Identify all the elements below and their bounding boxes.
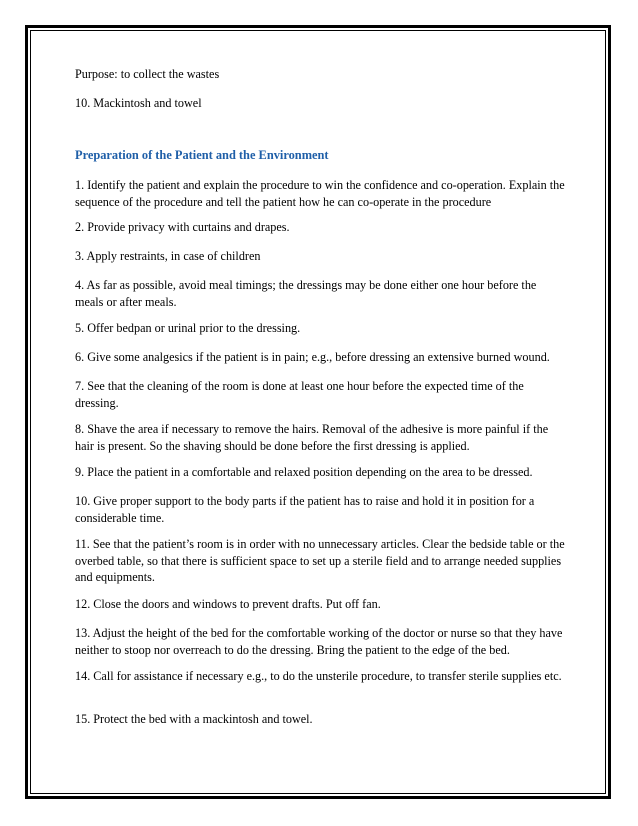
purpose-line: Purpose: to collect the wastes bbox=[75, 67, 220, 81]
section-heading: Preparation of the Patient and the Environment bbox=[75, 148, 329, 162]
step-1: 1. Identify the patient and explain the procedure to win the confidence and co-operation. Explain the sequence of the procedure and tell the patient how he can co-operate in the procedure bbox=[75, 178, 565, 209]
step-4: 4. As far as possible, avoid meal timings; the dressings may be done either one hour before the meals or after meals. bbox=[75, 278, 537, 309]
step-9: 9. Place the patient in a comfortable and relaxed position depending on the area to be dressed. bbox=[75, 465, 533, 479]
item-10-line: 10. Mackintosh and towel bbox=[75, 96, 202, 110]
step-7: 7. See that the cleaning of the room is done at least one hour before the expected time of the dressing. bbox=[75, 379, 524, 410]
step-15: 15. Protect the bed with a mackintosh and towel. bbox=[75, 712, 313, 726]
step-3: 3. Apply restraints, in case of children bbox=[75, 249, 261, 263]
step-12: 12. Close the doors and windows to prevent drafts. Put off fan. bbox=[75, 597, 381, 611]
step-10: 10. Give proper support to the body parts if the patient has to raise and hold it in position for a considerable time. bbox=[75, 494, 535, 525]
step-6: 6. Give some analgesics if the patient is in pain; e.g., before dressing an extensive burned wound. bbox=[75, 350, 550, 364]
step-5: 5. Offer bedpan or urinal prior to the dressing. bbox=[75, 321, 301, 335]
step-14: 14. Call for assistance if necessary e.g., to do the unsterile procedure, to transfer sterile supplies etc. bbox=[75, 669, 562, 683]
step-8: 8. Shave the area if necessary to remove the hairs. Removal of the adhesive is more painful if the hair is present. So the shaving should be done before the first dressing is applied. bbox=[75, 422, 549, 453]
step-13: 13. Adjust the height of the bed for the comfortable working of the doctor or nurse so that they have neither to stoop nor overreach to do the dressing. Bring the patient to the edge of the bed. bbox=[75, 626, 563, 657]
step-2: 2. Provide privacy with curtains and drapes. bbox=[75, 220, 290, 234]
step-11: 11. See that the patient’s room is in order with no unnecessary articles. Clear the bedside table or the overbed table, so that there is sufficient space to set up a sterile field and to arrange needed supplies and equipments. bbox=[75, 537, 565, 584]
